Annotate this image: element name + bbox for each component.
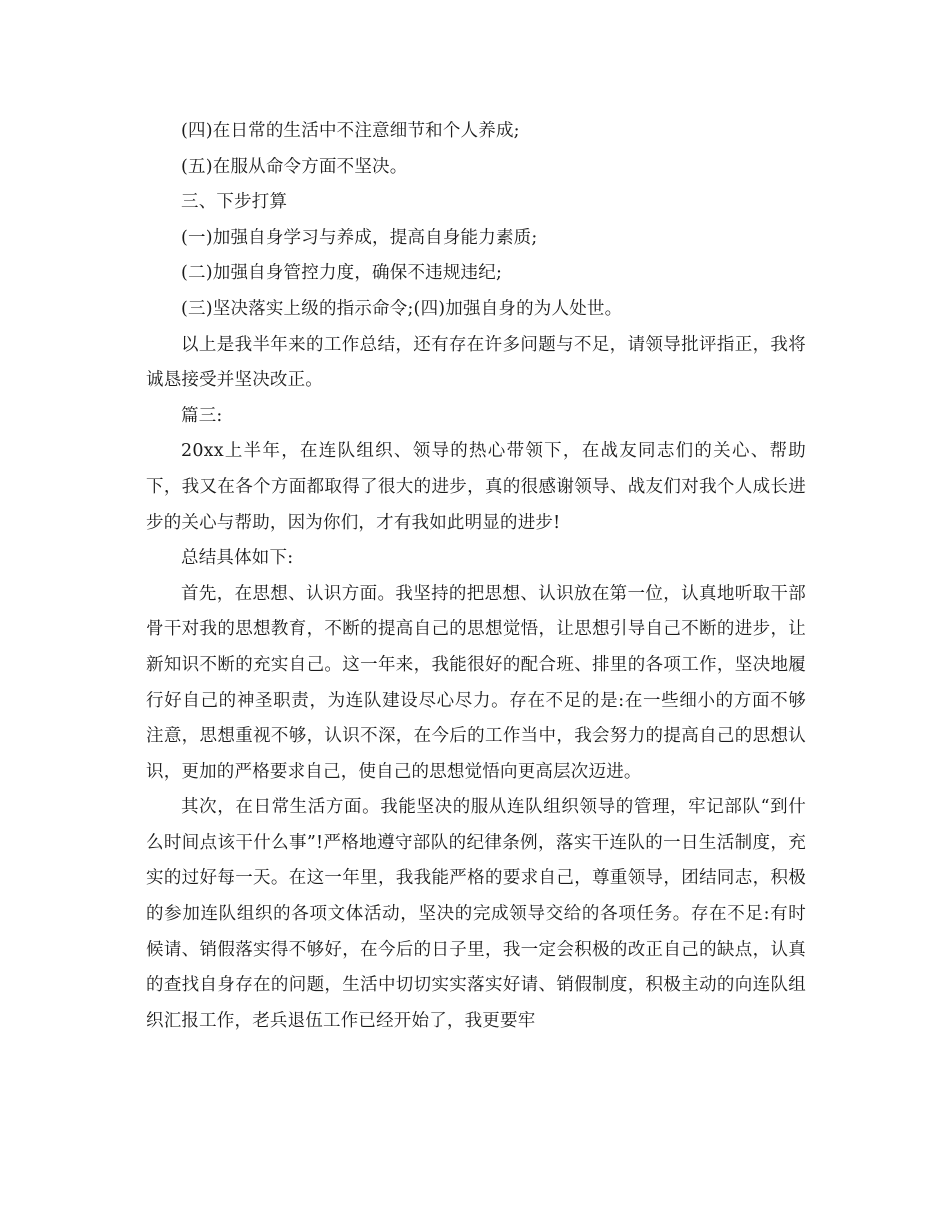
paragraph-intro: 20xx上半年，在连队组织、领导的热心带领下，在战友同志们的关心、帮助下，我又在各个方面都取得了很大的进步，真的很感谢领导、战友们对我个人成长进步的关心与帮助，因为你们，才有我如此明显的进步! (146, 441, 806, 533)
paragraph-summary-lead: 总结具体如下: (181, 548, 294, 569)
paragraph-5: (三)坚决落实上级的指示命令;(四)加强自身的为人处世。 (181, 298, 623, 319)
section-heading-part-three: 篇三: (181, 405, 223, 426)
paragraph-thinking: 首先，在思想、认识方面。我坚持的把思想、认识放在第一位，认真地听取干部骨干对我的思想教育，不断的提高自己的思想觉悟，让思想引导自己不断的进步，让新知识不断的充实自己。这一年来，我能很好的配合班、排里的各项工作，坚决地履行好自己的神圣职责，为连队建设尽心尽力。存在不足的是:在一些细小的方面不够注意，思想重视不够，认识不深，在今后的工作当中，我会努力的提高自己的思想认识，更加的严格要求自己，使自己的思想觉悟向更高层次迈进。 (146, 583, 806, 782)
paragraph-summary: 以上是我半年来的工作总结，还有存在许多问题与不足，请领导批评指正，我将诚恳接受并坚决改正。 (146, 334, 806, 391)
document-body (146, 114, 806, 1039)
paragraph-4: (二)加强自身管控力度，确保不违规违纪; (181, 263, 503, 284)
paragraph-2: (五)在服从命令方面不坚决。 (181, 156, 408, 177)
paragraph-1: (四)在日常的生活中不注意细节和个人养成; (181, 121, 520, 141)
paragraph-daily-life: 其次，在日常生活方面。我能坚决的服从连队组织领导的管理，牢记部队“到什么时间点该干什么事”!严格地遵守部队的纪律条例，落实干连队的一日生活制度，充实的过好每一天。在这一年里，我我能严格的要求自己，尊重领导，团结同志，积极的参加连队组织的各项文体活动，坚决的完成领导交给的各项任务。存在不足:有时候请、销假落实得不够好，在今后的日子里，我一定会积极的改正自己的缺点，认真的查找自身存在的问题，生活中切切实实落实好请、销假制度，积极主动的向连队组织汇报工作，老兵退伍工作已经开始了，我更要牢 (146, 797, 806, 1031)
section-heading-next-steps: 三、下步打算 (181, 192, 288, 213)
paragraph-3: (一)加强自身学习与养成，提高自身能力素质; (181, 227, 538, 248)
